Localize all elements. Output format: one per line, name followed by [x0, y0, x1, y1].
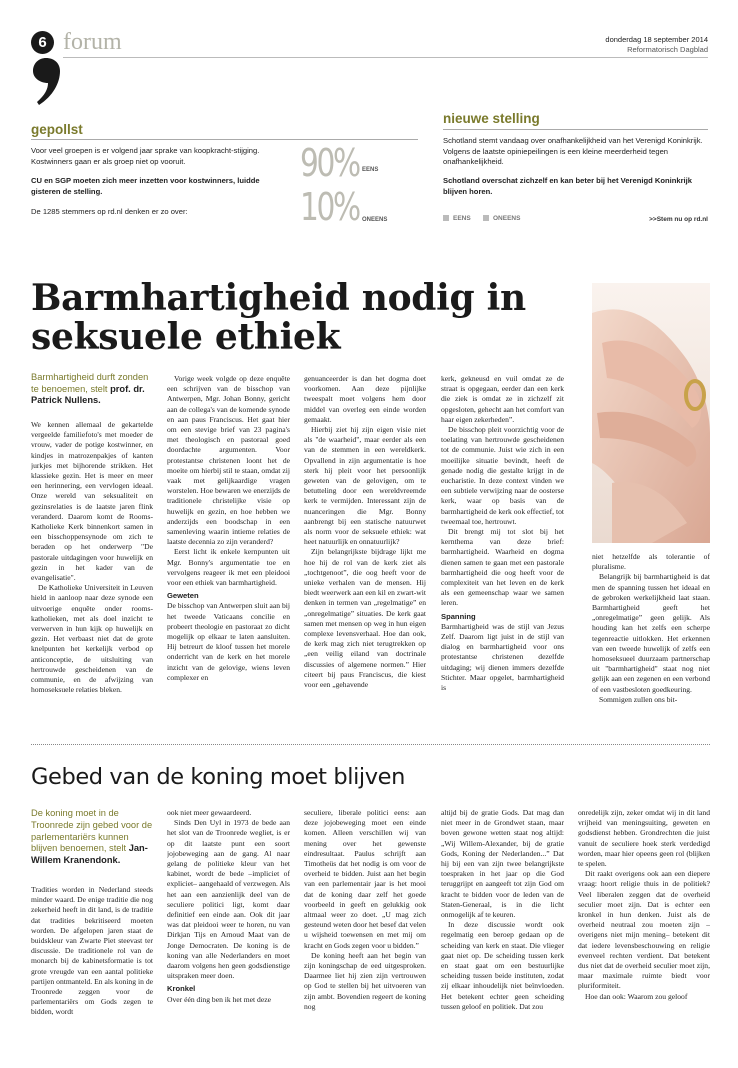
header-rule: [63, 57, 708, 58]
article1-paragraph: De bisschop pleit voorzichtig voor de toelating van hertrouwde gescheidenen tot de communie. Juist wie zich in een moeilijke situatie bevindt, heeft de genade nodig die gestalte krijgt in de eucharistie. In deze context vinden we een subtiele verwijzing naar de oosterse kerk, waar op basis van de barmhartigheid de kerk ook effectief, tot tweemaal toe, hertrouwt.: [441, 425, 564, 526]
article1-paragraph: Sommigen zullen ons bit-: [599, 694, 678, 704]
vote-agree-button[interactable]: [443, 215, 471, 222]
vote-now-link[interactable]: >>Stem nu op rd.nl: [649, 216, 708, 223]
disagree-square-icon: [483, 215, 489, 221]
poll-rule: [31, 139, 418, 140]
article1-paragraph: Hierbij ziet hij zijn eigen visie niet als "de waarheid", maar eerder als een van de stemmen in een wereldkerk. Opvallend in zijn argumentatie is hoe sterk hij pleit voor het persoonlijk geweten van de gelovigen, om te betutteling door een wereldvreemde kerk te vermijden. Interessant zijn de nuanceringen die Mgr. Bonny aanbrengt bij een statische natuurwet als norm voor de seksuele ethiek: wat heet natuurlijk en onnatuurlijk?: [304, 425, 426, 547]
article2-paragraph: seculiere, liberale politici eens: aan deze jojobeweging moet een einde komen. Alleen verschillen wij van mening over het gewenste eindresultaat. Paulus schrijft aan Timotheüs dat het nodig is om voor de overheid te bidden. Juist aan het begin van een parlementair jaar is het mooi dat de koning daar zelf het goede voorbeeld in geeft en gelukkig ook altmaal weer zo doet. „U mag zich gesteund weten door het besef dat velen u wijsheid toewensen en met mij om kracht en Gods zegen voor u bidden.”: [304, 808, 426, 950]
article1-col3: [304, 374, 426, 726]
article1-paragraph: De Katholieke Universiteit in Leuven hield in aanloop naar deze synode een uitvoerige enquête onder rooms-katholieken, met als doel inzicht te verwerven in hun kijk op huwelijk en gezin. Het verbaast niet dat de grote knelpunten het kerkelijk verbod op anticonceptie, de uitsluiting van hertrouwde gescheidenen van de communie, en de afwijzing van homoseksuele relaties bleken.: [31, 583, 153, 695]
article1-paragraph: genuanceerder is dan het dogma doet voorkomen. Aan deze pijnlijke tweespalt moet volgens hem door middel van overleg een einde worden gemaakt.: [304, 374, 426, 424]
new-statement-title: nieuwe stelling: [443, 111, 540, 126]
article1-paragraph: niet hetzelfde als tolerantie of pluralisme.: [592, 552, 710, 572]
article2-author: Jan-Willem Kranendonk.: [31, 843, 148, 866]
disagree-percentage: 10%: [300, 185, 359, 229]
article2-paragraph: De koning heeft aan het begin van zijn koningschap de eed uitgesproken. Daarmee liet hij zien zijn vertrouwen op God te stellen bij het uitvoeren van zijn ambt. Bovendien regeert de koning nog: [304, 950, 426, 1011]
article2-col3: [304, 808, 426, 1060]
article2-col2: [167, 808, 290, 1060]
article2-headline: Gebed van de koning moet blijven: [31, 764, 405, 790]
article1-subheading: Spanning: [441, 611, 476, 621]
article1-paragraph: De bisschop van Antwerpen sluit aan bij het tweede Vaticaans concilie en probeert theologie en pastoraat zo dicht mogelijk op elkaar te laten aansluiten. Hij betreurt de kloof tussen het morele onderricht van de kerk en het morele inzicht van de gelovige, wiens leven complexer en: [167, 601, 290, 682]
article-separator: [31, 744, 710, 745]
poll-question: Voor veel groepen is er volgend jaar sprake van koopkracht-stijging. Kostwinners gaan er als groep niet op vooruit.: [31, 146, 260, 166]
article1-paragraph: kerk, gekneusd en vuil omdat ze de straat is opgegaan, eerder dan een kerk die ziek is omdat ze in zichzelf zit opgesloten, gehecht aan het comfort van haar eigen zekerheden”.: [441, 374, 564, 424]
article2-col4: [441, 808, 564, 1060]
page-number-badge: 6: [31, 31, 54, 54]
date: donderdag 18 september 2014: [605, 35, 708, 44]
agree-percentage: 90%: [300, 141, 359, 185]
article1-headline: Barmhartigheid nodig in seksuele ethiek: [31, 277, 526, 358]
article1-paragraph: Eerst licht ik enkele kernpunten uit Mgr. Bonny's argumentatie toe en vervolgens reageer ik met een pleidooi voor een ethiek van barmhartigheid.: [167, 547, 290, 588]
new-statement-text: Schotland overschat zichzelf en kan beter bij het Verenigd Koninkrijk blijven horen.: [443, 176, 692, 196]
vote-disagree-button[interactable]: [483, 215, 520, 222]
article2-subheading: Kronkel: [167, 984, 196, 994]
vote-agree-label: EENS: [453, 215, 471, 222]
article1-lead-text: Barmhartigheid durft zonden te benoemen, stelt: [31, 372, 149, 394]
wedding-ring-photo: [592, 283, 710, 543]
article2-paragraph: Tradities worden in Nederland steeds minder waard. De enige traditie die nog zekerheid heeft in dit land, is de traditie dat tradities bekritiseerd moeten worden. De afgelopen jaren staat de buidskleur van Zwarte Piet steevast ter discussie. De traditionele rol van de monarch bij de kabinetsformatie is tot grote vreugde van een aantal politieke partijen ontmanteld. En als koning in de Troonrede zeggen voor de parlementariërs om Gods zegen te bidden, wordt: [31, 885, 153, 1017]
article1-paragraph: Barmhartigheid was de stijl van Jezus Zelf. Daarom ligt juist in de stijl van dialog en barmhartigheid voor ons protestantse christenen dezelfde uitdaging; wij dienen immers dezelfde Stichter. Maar opgelet, barmhartigheid is: [441, 621, 564, 693]
article2-col1: [31, 885, 153, 1060]
comma-ornament: [33, 58, 60, 106]
article2-paragraph: altijd bij de gratie Gods. Dat mag dan niet meer in de Grondwet staan, maar boven gewone wetten staat nog altijd: „Wij Willem-Alexander, bij de gratie Gods, Koning der Nederlanden...” Dat hij bij een van zijn twee belangrijkste toespraken in het jaar op die God teruggrijpt en aangeeft tot zijn God om kracht te bidden voor de leden van de Staten-Generaal, is in die licht onmogelijk af te keuren.: [441, 808, 564, 920]
new-statement-intro: Schotland stemt vandaag over onafhankelijkheid van het Verenigd Koninkrijk. Volgens de laatste opiniepeilingen is een kleine meerderheid tegen onafhankelijkheid.: [443, 136, 703, 166]
article1-paragraph: We kennen allemaal de gekartelde vergeelde familiefoto's met moeder de vrouw, vader de potige kostwinner, en kindjes in matrozenpakjes of kanten jurkjes met bijhorende strikken. Het klassieke gezin. Het is meer en meer een herinnering, een vervlogen ideaal. Onze wereld van seksualiteit en gezinsrelaties is de laatste jaren flink veranderd. Daarom komt de Rooms-Katholieke Kerk binnenkort samen in een bisschoppensynode om zich te beraden op het onderwerp "De pastorale uitdagingen voor huwelijk en gezin in het kader van de evangelisatie".: [31, 420, 153, 583]
article1-subheading: Geweten: [167, 591, 199, 601]
article1-col4: [441, 374, 564, 726]
poll-title: gepollst: [31, 122, 83, 137]
poll-statement: CU en SGP moeten zich meer inzetten voor kostwinners, luidde gisteren de stelling.: [31, 176, 260, 196]
agree-label: EENS: [362, 167, 379, 173]
section-title: forum: [63, 29, 122, 55]
article1-paragraph: Zijn belangrijkste bijdrage lijkt me hoe hij de rol van de kerk ziet als „tochtgenoot”, die oog heeft voor de unieke verhalen van de mensen. Hij biedt weerwerk aan een kil en zwart-wit denken in termen van „regelmatige” en „onregelmatige” situaties. De kerk gaat samen met mensen op weg in hun eigen complexe levensverhaal. Hoe dan ook, de kerk mag zich niet terugtrekken op „een veilig eiland van doctrinale discussies of algemene normen.” Hier citeert bij paus Franciscus, die kiest voor een „gehavende: [304, 547, 426, 690]
article2-paragraph: In deze discussie wordt ook regelmatig een beroep gedaan op de scheiding van kerk en staat. Die vlieger gaat niet op. De scheiding tussen kerk en staat gaat om een bestuurlijke scheiding tussen beide instituten, zodat zij elkaar inhoudelijk niet beïnvloeden. Het betekent echter geen scheiding tussen geloof en politiek. Dat zou: [441, 920, 564, 1011]
article2-paragraph: Dit raakt overigens ook aan een diepere vraag: hoort religie thuis in de politiek? Veel liberalen zeggen dat de overheid seculier moet zijn. Dat is echter een kronkel in hun denken. Juist als de overheid neutraal zou moeten zijn –overigens niet mijn mening– betekent dit dat iedere levensbeschouwing en religie evenveel rechten verdient. Dat betekent dus niet dat de overheid seculier moet zijn, maar maximale ruimte biedt voor pluriformiteit.: [578, 869, 710, 991]
article1-lead: [31, 372, 153, 407]
article2-col5: [578, 808, 710, 1060]
new-statement-rule: [443, 129, 708, 130]
article2-paragraph: onredelijk zijn, zeker omdat wij in dit land vrijheid van meningsuiting, geweten en godsdienst hebben. Grondrechten die juist vanuit de seculiere hoek sterk verdedigd worden, maar hier opeens geen rol (blijken te spelen.: [578, 808, 710, 869]
disagree-label: ONEENS: [362, 217, 388, 223]
article2-lead-text: De koning moet in de Troonrede zijn gebed voor de parlementariërs kunnen blijven benoemen, stelt: [31, 808, 153, 854]
poll-voters: De 1285 stemmers op rd.nl denken er zo over:: [31, 207, 188, 216]
article2-paragraph: Over één ding ben ik het met deze: [167, 994, 271, 1004]
article2-lead: [31, 808, 157, 867]
paper-name: Reformatorisch Dagblad: [627, 45, 708, 54]
agree-square-icon: [443, 215, 449, 221]
article1-author: prof. dr. Patrick Nullens.: [31, 383, 145, 405]
article1-paragraph: Belangrijk bij barmhartigheid is dat men de spanning tussen het ideaal en de gebroken werkelijkheid laat staan. Barmhartigheid geeft het „onregelmatige” geen gelijk. Als houding kan het zelfs een scherpe tegenreactie uitlokken. Het erkennen van een tweede huwelijk of zelfs een homoseksueel duurzaam partnerschap uit "barmhartigheid" staat nog niet gelijk aan een zegenen en een verbond of een vastbesloten goedkeuring.: [592, 572, 710, 694]
article1-paragraph: Vorige week volgde op deze enquête een schrijven van de bisschop van Antwerpen, Mgr. Johan Bonny, gericht aan de collega's van de komende synode en aan paus Franciscus. Het gaat hier om een stevige brief van 23 pagina's met theologisch en pastoraal goed doordachte argumenten. Voor protestantse christenen loont het de moeite om hierbij stil te staan, omdat zij vaak met gelijkaardige vragen worstelen. Hoe bewaren we enerzijds de traditionele christelijke visie op huwelijk en gezin, en hoe hebben we anderzijds een boodschap in een samenleving waarin intieme relaties de laatste decennia zo zijn veranderd?: [167, 374, 290, 547]
article2-paragraph: Sinds Den Uyl in 1973 de bede aan het slot van de Troonrede wegliet, is er op dit laatste punt een soort jojobeweging aan de gang. Al naar gelang de politieke kleur van het kabinet, wordt de bede –impliciet of expliciet– aangehaald of verzwegen. Als het aan een aanzienlijk deel van de seculiere politici ligt, komt daar definitief een einde aan. Ook dit jaar was dat pleidooi weer te horen, nu van Dirkjan Tijs en Arnoud Maat van de Jonge Democraten. De koning is de koning van alle Nederlanders en moet daarom volgens hen geen godsdienstige uitspraken meer doen.: [167, 818, 290, 981]
article2-paragraph: ook niet meer gewaardeerd.: [167, 808, 252, 817]
vote-disagree-label: ONEENS: [493, 215, 521, 222]
article1-col2: [167, 374, 290, 726]
article1-paragraph: Dit brengt mij tot slot bij het kernthema van deze brief: barmhartigheid. Waarheid en dogma dienen samen te gaan met een pastorale barmhartigheid die oog heeft voor de complexiteit van het leven en de kerk als een gemeenschap waar we samen leren.: [441, 527, 564, 608]
article1-col5: [592, 552, 710, 726]
article1-col1: [31, 420, 153, 725]
article2-paragraph: Hoe dan ook: Waarom zou geloof: [585, 991, 688, 1001]
